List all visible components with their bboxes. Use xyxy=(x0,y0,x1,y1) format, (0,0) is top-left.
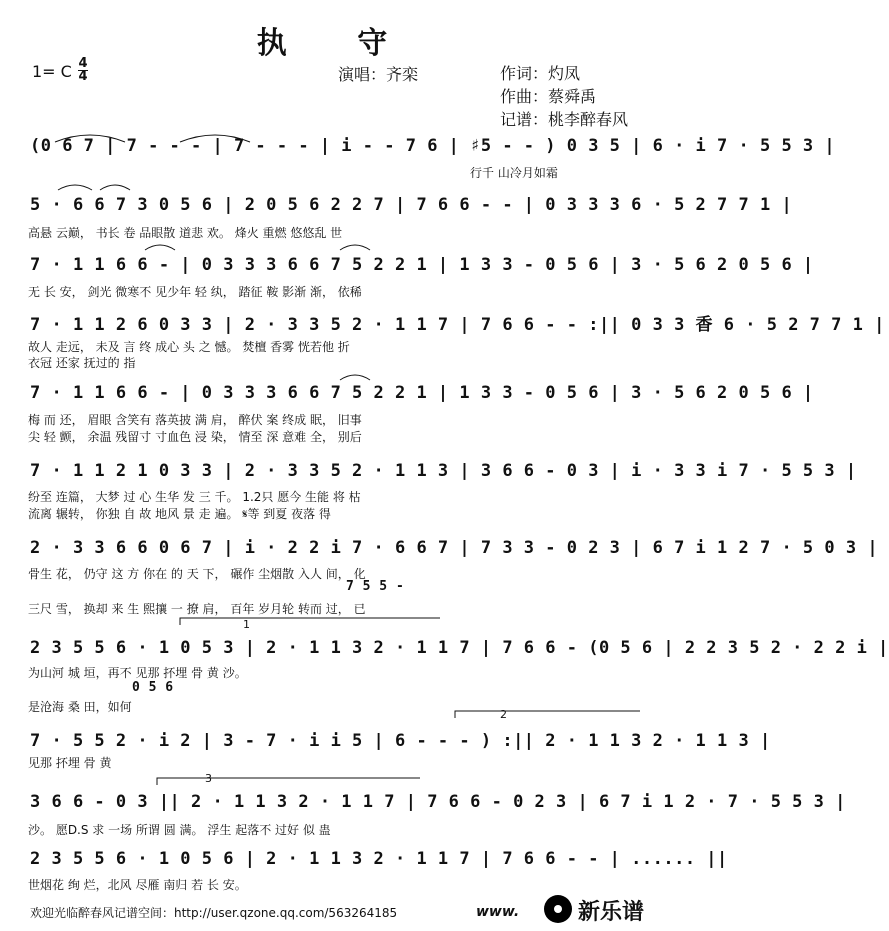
notation-row-11: 2 3 5 5 6 · 1 0 5 6 | 2 · 1 1 3 2 · 1 1 7 | 7 6 6 - - | ...... || xyxy=(30,849,728,869)
footer-text: 欢迎光临醉春风记谱空间：http://user.qzone.qq.com/563264185 xyxy=(30,906,398,920)
volta-3-bracket xyxy=(157,778,420,785)
notation-row-5: 7 · 1 1 6 6 - | 0 3 3 3 6 6 7 5 2 2 1 | 1 3 3 - 0 5 6 | 3 · 5 6 2 0 5 6 | xyxy=(30,383,814,403)
volta-2-bracket xyxy=(455,711,640,718)
lyrics-row-4a: 故人 走远， 未及 言 终 成心 头 之 憾。 焚檀 香雾 恍若他 折 xyxy=(28,340,350,354)
composer-credit: 作曲：蔡舜禹 xyxy=(500,87,597,106)
volta-2-label: 2 xyxy=(500,708,507,721)
lyrics-row-9: 见那 抔埋 骨 黄 xyxy=(28,756,112,770)
volta-1-label: 1 xyxy=(243,618,250,631)
lyrics-row-8b: 是沧海 桑 田，如何 xyxy=(28,700,132,714)
slur-3 xyxy=(58,185,92,190)
slur-6 xyxy=(340,245,370,250)
lyrics-row-6a: 纷至 连篇， 大梦 过 心 生华 发 三 千。 1.2只 愿今 生能 将 枯 xyxy=(28,490,361,504)
lyrics-row-4b: 衣冠 还家 抚过的 指 xyxy=(28,356,136,370)
key-signature: 1= C xyxy=(32,62,72,81)
lyrics-row-7a: 骨生 花， 仍守 这 方 你在 的 天 下， 碾作 尘烟散 入人 间， 化 xyxy=(28,567,366,581)
slur-7 xyxy=(340,375,370,380)
watermark-url: www. xyxy=(476,904,520,920)
lyrics-row-2: 高悬 云巅， 书长 卷 品眼散 道悲 欢。 烽火 重燃 悠悠乱 世 xyxy=(28,226,343,240)
slur-5 xyxy=(145,245,175,250)
notation-row-8: 2 3 5 5 6 · 1 0 5 3 | 2 · 1 1 3 2 · 1 1 7 | 7 6 6 - (0 5 6 | 2 2 3 5 2 · 2 2 i | xyxy=(30,638,889,658)
lyrics-row-1: 行千 山冷月如霜 xyxy=(470,166,558,180)
notation-row-9: 7 · 5 5 2 · i 2 | 3 - 7 · i i 5 | 6 - - - ) :|| 2 · 1 1 3 2 · 1 1 3 | xyxy=(30,731,771,751)
alt-notes-row-7: 7 5 5 - xyxy=(346,579,405,594)
lyrics-row-5b: 尖 轻 颤， 余温 残留寸 寸血色 浸 染， 情至 深 意难 全， 别后 xyxy=(28,430,362,444)
lyrics-row-3: 无 长 安， 剑光 微寒不 见少年 轻 纨， 踏征 鞍 影渐 渐， 依稀 xyxy=(28,285,362,299)
lyrics-row-10: 沙。 愿D.S 求 一场 所谓 圆 满。 浮生 起落不 过好 似 蛊 xyxy=(28,823,331,837)
notation-row-3: 7 · 1 1 6 6 - | 0 3 3 3 6 6 7 5 2 2 1 | 1 3 3 - 0 5 6 | 3 · 5 6 2 0 5 6 | xyxy=(30,255,814,275)
slur-2 xyxy=(180,135,250,142)
lyrics-row-11: 世烟花 绚 烂，北风 尽雁 南归 若 长 安。 xyxy=(28,878,247,892)
lyricist-credit: 作词：灼凤 xyxy=(500,64,581,83)
transcriber-credit: 记谱：桃李醉春风 xyxy=(500,110,629,129)
record-disc-icon xyxy=(544,895,572,923)
lyrics-row-5a: 梅 而 还， 眉眼 含笑有 落英披 满 肩， 醉伏 案 终成 眠， 旧事 xyxy=(28,413,362,427)
lyrics-row-6b: 流离 辗转， 你独 自 故 地风 景 走 遍。 𝄋等 到夏 夜落 得 xyxy=(28,507,331,521)
time-signature-top: 4 xyxy=(78,56,88,71)
lyrics-row-7b: 三尺 雪， 换却 来 生 熙攘 一 撩 肩， 百年 岁月轮 转而 过， 已 xyxy=(28,602,366,616)
time-signature-bottom: 4 xyxy=(78,69,88,84)
slur-1 xyxy=(55,135,125,142)
notation-row-6: 7 · 1 1 2 1 0 3 3 | 2 · 3 3 5 2 · 1 1 3 | 3 6 6 - 0 3 | i · 3 3 i 7 · 5 5 3 | xyxy=(30,461,857,481)
volta-1-bracket xyxy=(180,618,440,625)
site-logo xyxy=(544,893,664,925)
notation-row-10: 3 6 6 - 0 3 || 2 · 1 1 3 2 · 1 1 7 | 7 6 6 - 0 2 3 | 6 7 i 1 2 · 7 · 5 5 3 | xyxy=(30,792,846,812)
slur-4 xyxy=(100,185,130,190)
notation-row-7: 2 · 3 3 6 6 0 6 7 | i · 2 2 i 7 · 6 6 7 | 7 3 3 - 0 2 3 | 6 7 i 1 2 7 · 5 0 3 | xyxy=(30,538,879,558)
volta-3-label: 3 xyxy=(205,772,212,785)
lyrics-row-8a: 为山河 城 垣，再不 见那 抔埋 骨 黄 沙。 xyxy=(28,666,247,680)
alt-notes-row-8: 0 5 6 xyxy=(132,680,174,695)
song-title: 执 守 xyxy=(256,26,418,61)
notation-row-4: 7 · 1 1 2 6 0 3 3 | 2 · 3 3 5 2 · 1 1 7 | 7 6 6 - - :|| 0 3 3 香 6 · 5 2 7 7 1 | xyxy=(30,315,885,335)
notation-row-2: 5 · 6 6 7 3 0 5 6 | 2 0 5 6 2 2 7 | 7 6 6 - - | 0 3 3 3 6 · 5 2 7 7 1 | xyxy=(30,195,793,215)
notation-row-1: (0 6 7 | 7 - - - | 7 - - - | i - - 7 6 | ♯5 - - ) 0 3 5 | 6 · i 7 · 5 5 3 | xyxy=(30,136,836,156)
logo-text: 新乐谱 xyxy=(578,900,645,925)
singer-credit: 演唱：齐栾 xyxy=(338,65,419,84)
